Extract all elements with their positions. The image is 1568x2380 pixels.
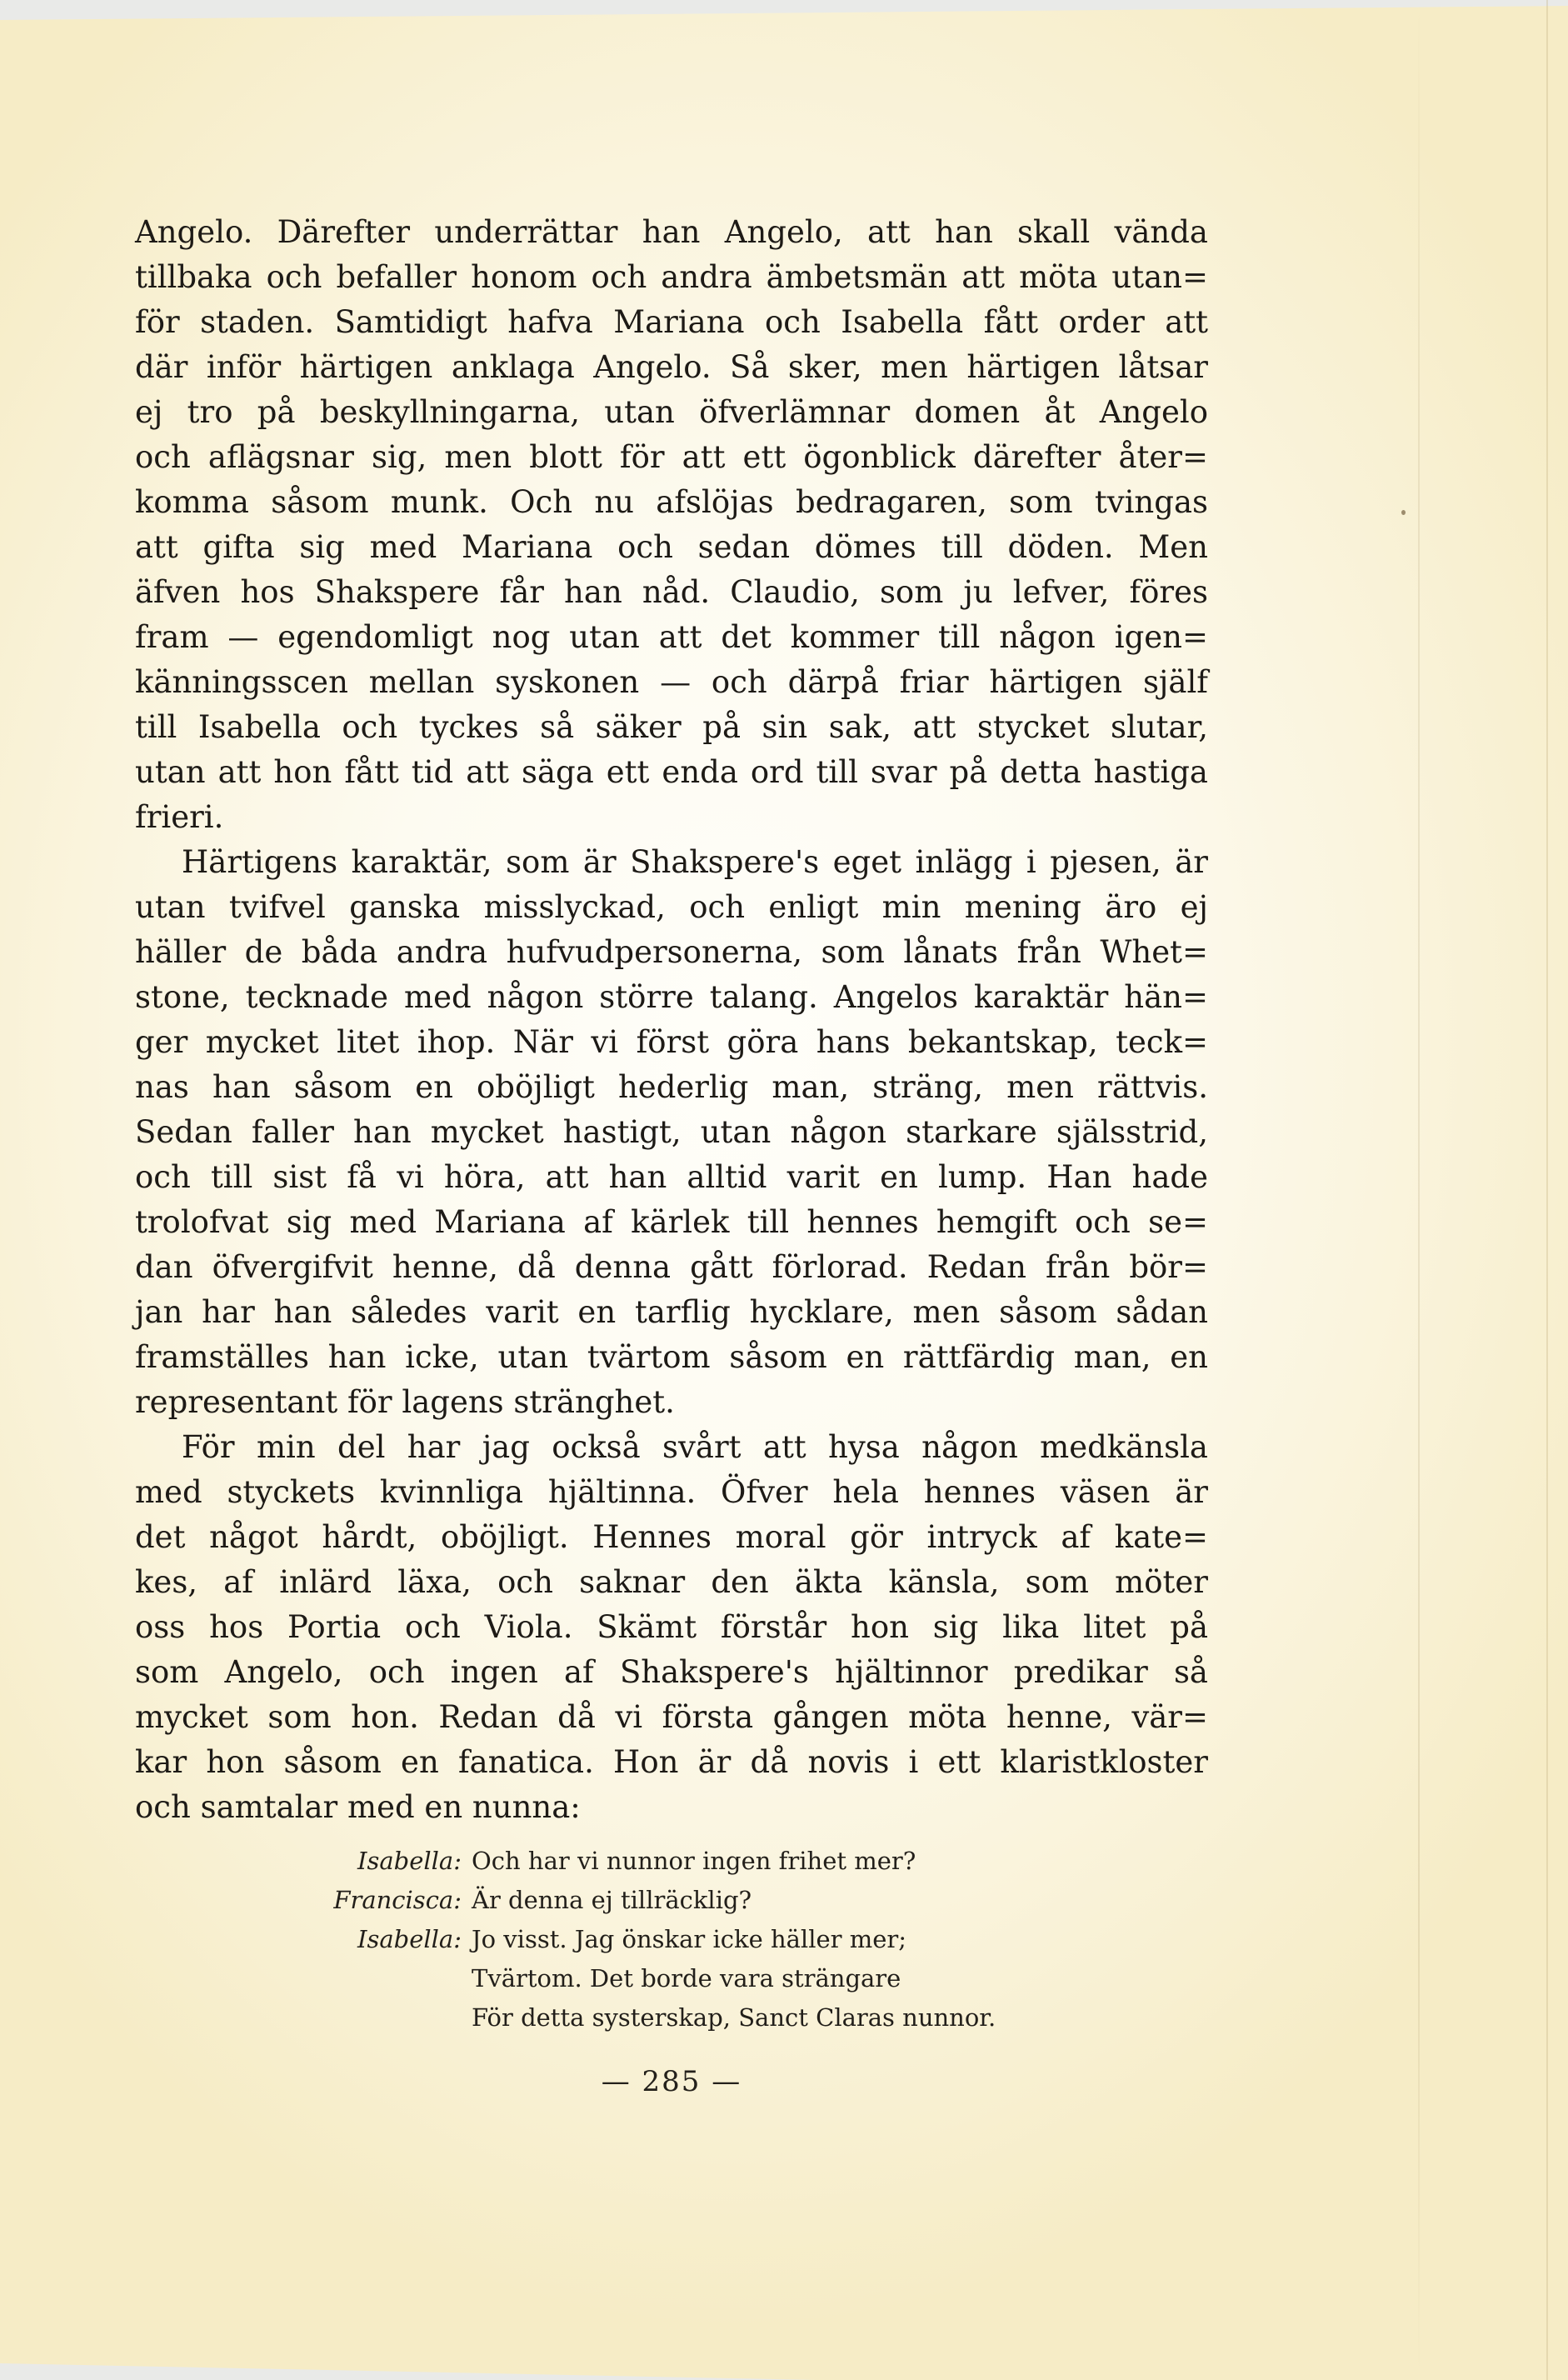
page-number: — 285 —: [601, 2065, 742, 2098]
dialogue-row: [135, 1920, 1208, 1959]
text-line: tillbaka och befaller honom och andra ämbetsmän att möta utan=: [135, 259, 1208, 295]
text-line: trolofvat sig med Mariana af kärlek till hennes hemgift och se=: [135, 1204, 1208, 1240]
dialogue-text: Jo visst. Jag önskar icke häller mer;: [472, 1925, 906, 1953]
text-line: ger mycket litet ihop. När vi först göra hans bekantskap, teck=: [135, 1024, 1208, 1060]
text-line: Angelo. Därefter underrättar han Angelo, att han skall vända: [135, 214, 1208, 250]
text-line: Sedan faller han mycket hastigt, utan någon starkare själsstrid,: [135, 1114, 1208, 1150]
text-line: jan har han således varit en tarflig hycklare, men såsom sådan: [135, 1294, 1208, 1330]
text-line: oss hos Portia och Viola. Skämt förstår hon sig lika litet på: [135, 1609, 1208, 1645]
dialogue-row: [135, 1998, 1208, 2038]
text-line: utan att hon fått tid att säga ett enda ord till svar på detta hastiga: [135, 754, 1208, 790]
text-line: det något hårdt, oböjligt. Hennes moral gör intryck af kate=: [135, 1519, 1208, 1555]
dialogue-speaker: [135, 1959, 472, 1998]
text-line: ej tro på beskyllningarna, utan öfverlämnar domen åt Angelo: [135, 394, 1208, 430]
text-line: framställes han icke, utan tvärtom såsom en rättfärdig man, en: [135, 1339, 1208, 1375]
text-line: där inför härtigen anklaga Angelo. Så sker, men härtigen låtsar: [135, 349, 1208, 385]
text-line: representant för lagens stränghet.: [135, 1384, 675, 1420]
text-line: att gifta sig med Mariana och sedan dömes till döden. Men: [135, 529, 1208, 565]
text-line: kar hon såsom en fanatica. Hon är då novis i ett klaristkloster: [135, 1744, 1208, 1780]
text-line: och samtalar med en nunna:: [135, 1789, 581, 1825]
text-line: dan öfvergifvit henne, då denna gått förlorad. Redan från bör=: [135, 1249, 1208, 1285]
text-line: nas han såsom en oböjligt hederlig man, sträng, men rättvis.: [135, 1069, 1208, 1105]
text-line: till Isabella och tyckes så säker på sin sak, att stycket slutar,: [135, 709, 1208, 745]
text-line: Härtigens karaktär, som är Shakspere's eget inlägg i pjesen, är: [182, 844, 1208, 880]
dialogue-speaker: Francisca:: [333, 1886, 462, 1914]
dialogue-text: För detta systerskap, Sanct Claras nunnor.: [472, 2003, 996, 2032]
text-column: [135, 210, 1208, 2104]
dialogue-row: [135, 1842, 1208, 1881]
text-line: komma såsom munk. Och nu afslöjas bedragaren, som tvingas: [135, 484, 1208, 520]
text-line: kes, af inlärd läxa, och saknar den äkta känsla, som möter: [135, 1564, 1208, 1600]
text-line: frieri.: [135, 799, 224, 835]
dialogue-speaker: Isabella:: [357, 1925, 462, 1953]
text-line: som Angelo, och ingen af Shakspere's hjältinnor predikar så: [135, 1654, 1208, 1690]
body-text: [135, 210, 1208, 1830]
dialogue-text: Är denna ej tillräcklig?: [472, 1886, 752, 1914]
text-line: känningsscen mellan syskonen — och därpå friar härtigen själf: [135, 664, 1208, 700]
text-line: för staden. Samtidigt hafva Mariana och Isabella fått order att: [135, 304, 1208, 340]
dialogue-text: Och har vi nunnor ingen frihet mer?: [472, 1847, 916, 1875]
text-line: stone, tecknade med någon större talang. Angelos karaktär hän=: [135, 979, 1208, 1015]
text-line: utan tvifvel ganska misslyckad, och enligt min mening äro ej: [135, 889, 1208, 925]
text-line: och aflägsnar sig, men blott för att ett ögonblick därefter åter=: [135, 439, 1208, 475]
dialogue-row: [135, 1959, 1208, 1998]
text-line: äfven hos Shakspere får han nåd. Claudio, som ju lefver, föres: [135, 574, 1208, 610]
dialogue-speaker: Isabella:: [357, 1847, 462, 1875]
dialogue-speaker: [135, 1998, 472, 2038]
text-line: med styckets kvinnliga hjältinna. Öfver hela hennes väsen är: [135, 1474, 1208, 1510]
text-line: För min del har jag också svårt att hysa någon medkänsla: [182, 1429, 1208, 1465]
dialogue-block: [135, 1842, 1208, 2038]
text-line: mycket som hon. Redan då vi första gången möta henne, vär=: [135, 1699, 1208, 1735]
dialogue-row: [135, 1881, 1208, 1920]
text-line: fram — egendomligt nog utan att det kommer till någon igen=: [135, 619, 1208, 655]
text-line: och till sist få vi höra, att han alltid varit en lump. Han hade: [135, 1159, 1208, 1195]
dialogue-text: Tvärtom. Det borde vara strängare: [472, 1964, 901, 1992]
text-line: häller de båda andra hufvudpersonerna, som lånats från Whet=: [135, 934, 1208, 970]
